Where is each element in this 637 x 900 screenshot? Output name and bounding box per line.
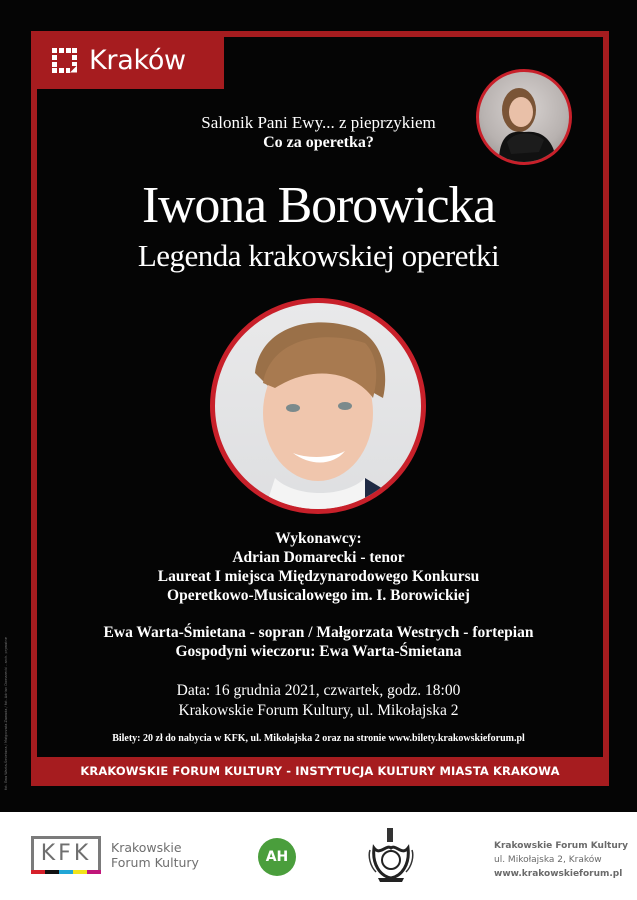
krakow-brand-tab <box>31 31 224 89</box>
event-subtitle: Co za operetka? <box>263 134 374 151</box>
event-series: Salonik Pani Ewy... z pieprzykiem <box>201 113 436 132</box>
performer-line: Laureat I miejsca Międzynarodowego Konkursu <box>157 568 480 585</box>
kfk-logo-icon <box>31 836 101 874</box>
performer-photo <box>210 298 426 514</box>
photo-credits: fot. Ewa Warta-Śmietana / Małgorzata Zawada / fot. Adrian Domarecki - arch. prywatne <box>4 637 8 790</box>
event-title-sub: Legenda krakowskiej operetki <box>137 238 500 273</box>
performer-line: Adrian Domarecki - tenor <box>232 549 405 566</box>
performer-line: Ewa Warta-Śmietana - sopran / Małgorzata Westrych - fortepian <box>103 624 534 641</box>
contact-url[interactable]: www.krakowskieforum.pl <box>494 869 623 879</box>
event-title: Iwona Borowicka <box>141 177 496 234</box>
ah-logo-icon: AH <box>258 838 296 876</box>
performers-block <box>0 529 637 605</box>
footer-contact <box>494 839 628 881</box>
crest-logo-icon <box>366 826 416 884</box>
event-venue: Krakowskie Forum Kultury, ul. Mikołajska 2 <box>178 701 459 719</box>
kfk-line-1: Krakowskie <box>111 840 182 855</box>
event-details <box>0 681 637 720</box>
krakow-logo-icon <box>52 48 77 73</box>
contact-name: Krakowskie Forum Kultury <box>494 841 629 851</box>
kfk-color-stripes <box>31 870 101 874</box>
institution-band: KRAKOWSKIE FORUM KULTURY - INSTYTUCJA KULTURY MIASTA KRAKOWA <box>31 757 609 786</box>
performer-line: Gospodyni wieczoru: Ewa Warta-Śmietana <box>175 643 462 660</box>
performer-line: Operetkowo-Musicalowego im. I. Borowickiej <box>167 587 470 604</box>
kfk-line-2: Forum Kultury <box>111 855 199 870</box>
event-date: Data: 16 grudnia 2021, czwartek, godz. 18:00 <box>176 682 461 699</box>
krakow-brand-label: Kraków <box>89 44 186 76</box>
performers-block-2 <box>0 623 637 661</box>
performers-heading: Wykonawcy: <box>275 530 362 547</box>
kfk-logo-text <box>111 840 199 870</box>
contact-address: ul. Mikołajska 2, Kraków <box>494 855 602 865</box>
tickets-info: Bilety: 20 zł do nabycia w KFK, ul. Mikołajska 2 oraz na stronie www.bilety.krakowskieforum.pl <box>112 733 525 744</box>
kfk-logo-letters: KFK <box>40 841 92 866</box>
